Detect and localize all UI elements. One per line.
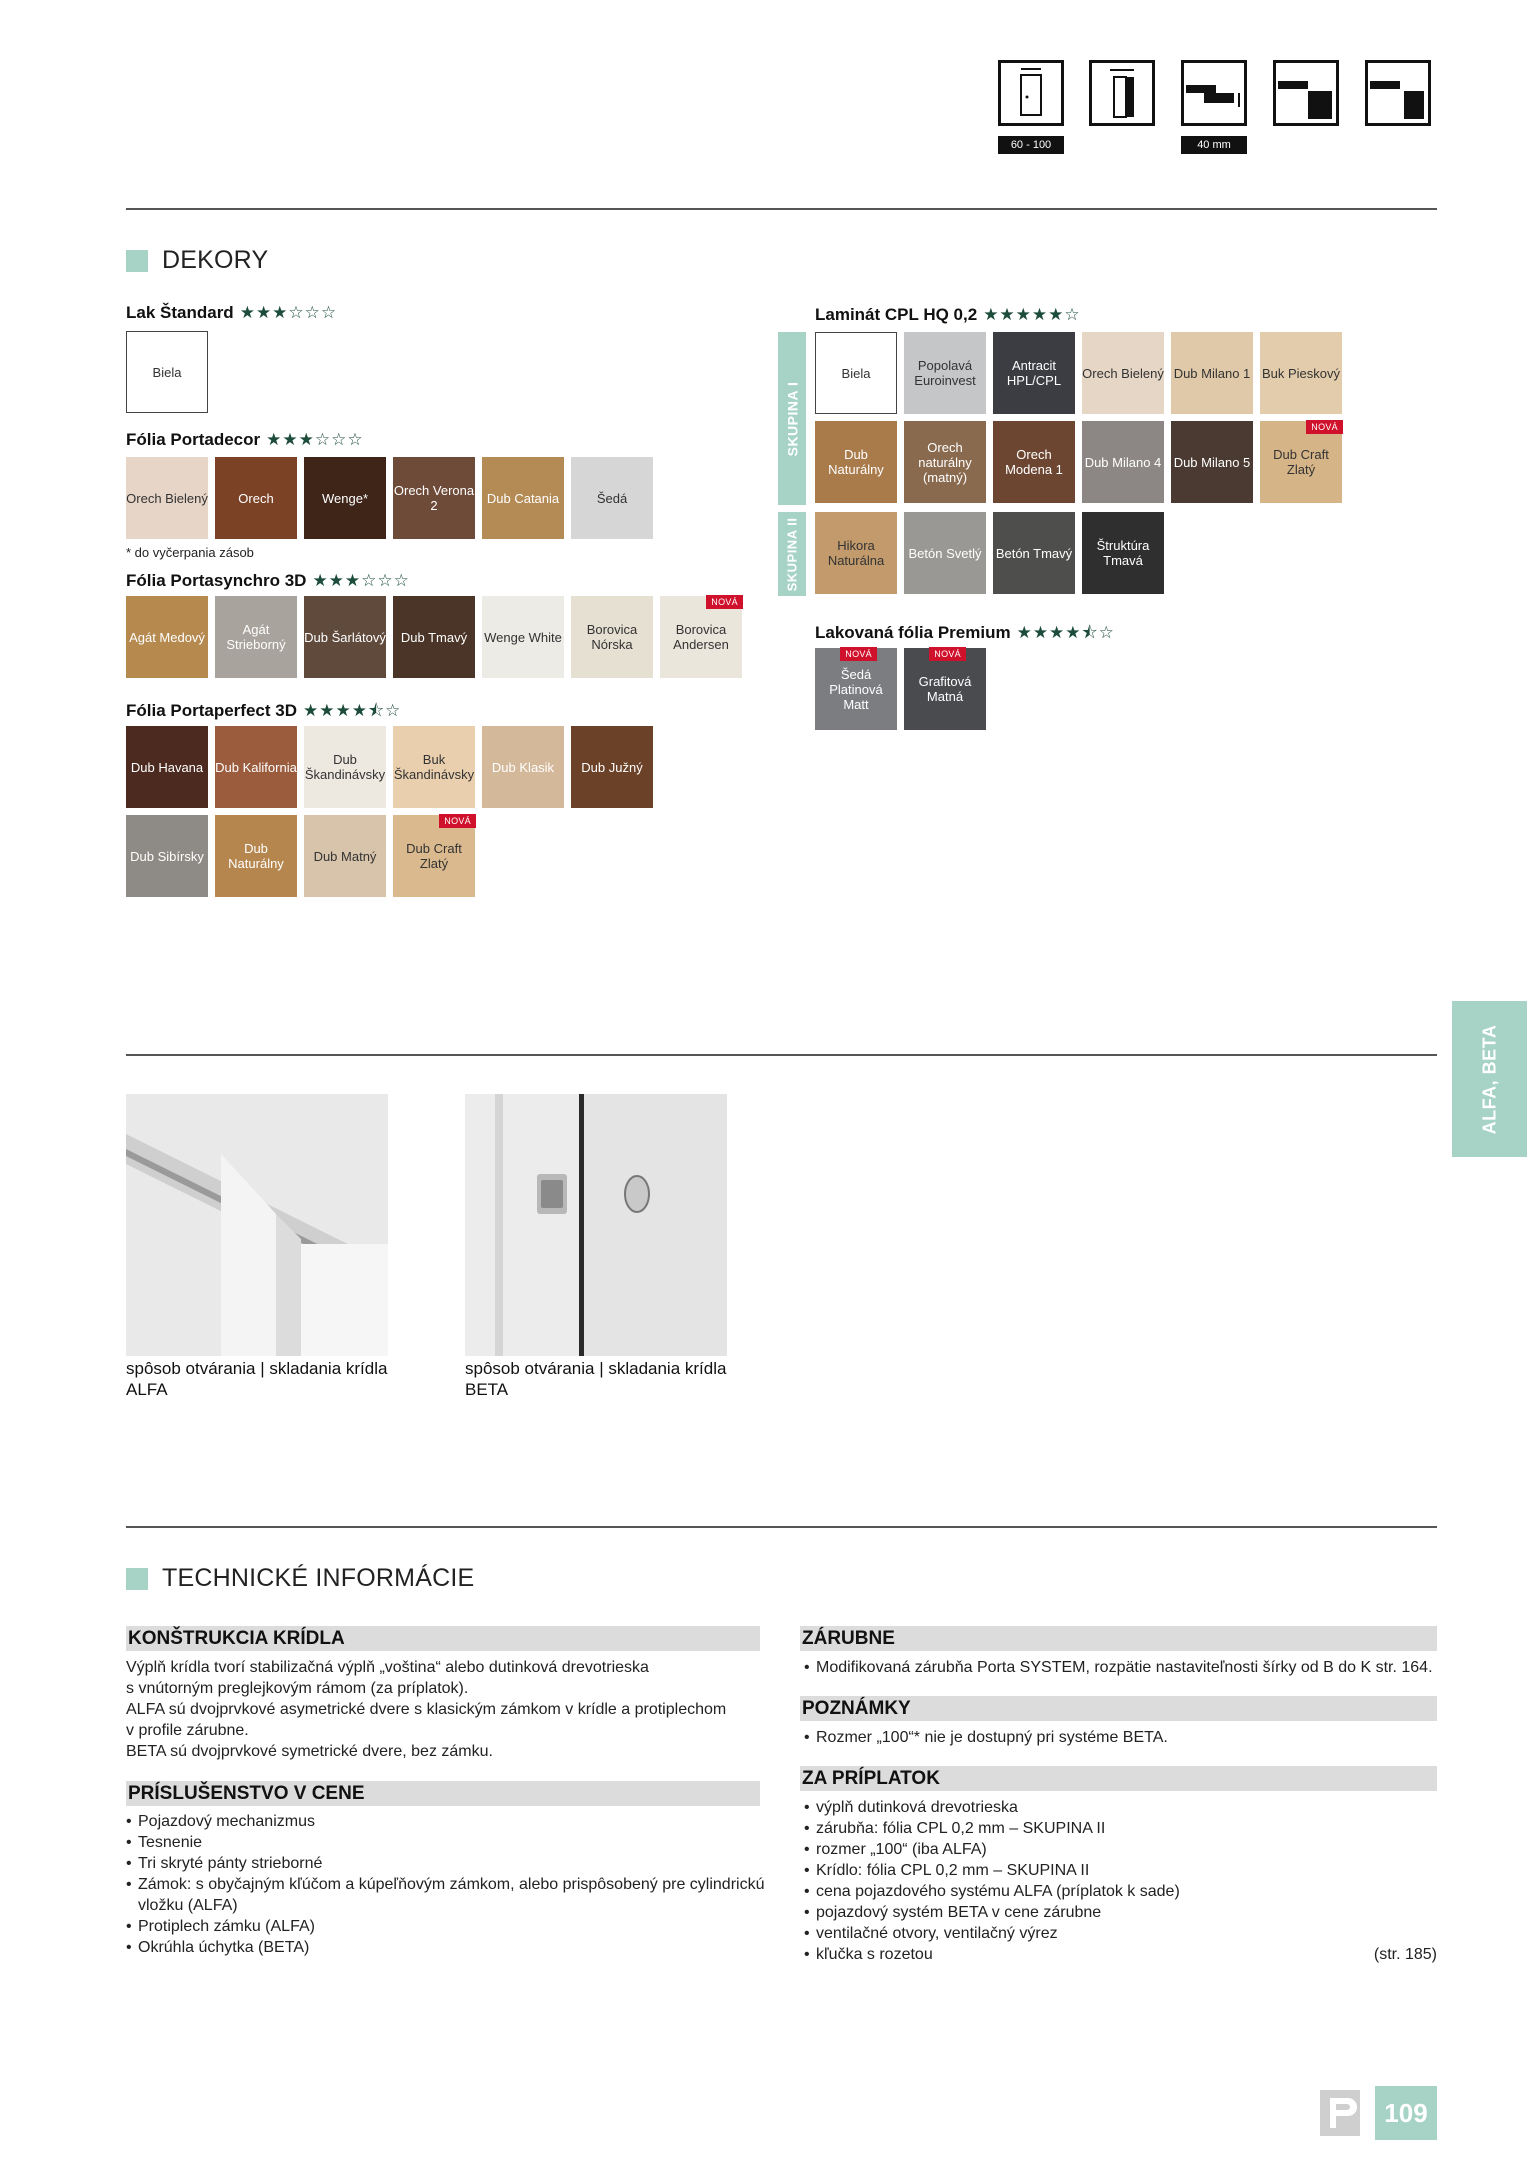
swatch-buk-pieskovy: Buk Pieskový [1260,332,1342,414]
rating-stars-icon: ★★★☆☆☆ [266,430,364,449]
group-name: Laminát CPL HQ 0,2 [815,305,978,324]
swatch-dub-juzny: Dub Južný [571,726,653,808]
tech-heading [126,1564,474,1593]
swatch-orech-bieleny: Orech Bielený [126,457,208,539]
swatch-dub-milano-1: Dub Milano 1 [1171,332,1253,414]
konstrukcia-text: Výplň krídla tvorí stabilizačná výplň „voština“ alebo dutinková drevotrieska s vnútorným preglejkovým rámom (za príplatok). ALFA sú dvojprvkové asymetrické dvere s klasickým zámkom v krídle a protiplechom v profile zárubne. BETA sú dvojprvkové symetrické dvere, bez zámku. [126,1659,727,1760]
door-sliding-icon [1089,60,1155,126]
list-item-cont: vložku (ALFA) [138,1897,238,1914]
swatch-biela: Biela [126,331,208,413]
swatch-struktura-tmava: Štruktúra Tmavá [1082,512,1164,594]
list-item: • výplň dutinková drevotrieska [804,1797,1437,1818]
caption-alfa: spôsob otvárania | skladania krídla ALFA [126,1359,388,1399]
swatch-agat-strieborny: Agát Strieborný [215,596,297,678]
swatch-cpl-dub-naturalny: Dub Naturálny [815,421,897,503]
swatch-antracit: Antracit HPL/CPL [993,332,1075,414]
swatch-cpl-orech-bieleny: Orech Bielený [1082,332,1164,414]
dekory-heading [126,246,268,275]
swatch-dub-skandinavsky: Dub Škandinávsky [304,726,386,808]
swatch-dub-havana: Dub Havana [126,726,208,808]
new-badge: NOVÁ [706,595,743,609]
swatch-dub-craft-zlaty: Dub Craft Zlatý NOVÁ [393,815,475,897]
rating-stars-icon: ★★★★★☆ [983,305,1081,324]
group-portaperfect [126,698,401,727]
group-portasynchro [126,571,410,591]
swatch-seda-platinova: Šedá Platinová Matt NOVÁ [815,648,897,730]
prislusenstvo-list [126,1811,776,1958]
page-number: 109 [1375,2086,1437,2140]
list-item: • Rozmer „100“* nie je dostupný pri systéme BETA. [804,1727,1437,1748]
swatch-cpl-biela: Biela [815,332,897,414]
new-badge: NOVÁ [1306,420,1343,434]
rating-stars-icon: ★★★☆☆☆ [312,571,410,590]
group-name: Lakovaná fólia Premium [815,623,1011,642]
group-name: Fólia Portasynchro 3D [126,571,307,590]
swatch-grafitova-matna: Grafitová Matná NOVÁ [904,648,986,730]
swatch-orech-naturalny: Orech naturálny (matný) [904,421,986,503]
swatch-dub-tmavy: Dub Tmavý [393,596,475,678]
swatch-orech-verona-2: Orech Verona 2 [393,457,475,539]
swatch-dub-matny: Dub Matný [304,815,386,897]
list-item: • Pojazdový mechanizmus [126,1811,776,1832]
swatch-seda: Šedá [571,457,653,539]
list-item: • cena pojazdového systému ALFA (príplatok k sade) [804,1881,1437,1902]
caption-beta: spôsob otvárania | skladania krídla BETA [465,1359,727,1399]
top-divider [126,208,1437,210]
frame-profile-2-icon [1365,60,1431,126]
swatch-borovica-norska: Borovica Nórska [571,596,653,678]
skupina-1-tab: SKUPINA I [778,332,806,505]
width-range-label: 60 - 100 [998,136,1064,154]
tech-title: TECHNICKÉ INFORMÁCIE [162,1564,475,1592]
swatch-beton-svetly: Betón Svetlý [904,512,986,594]
skupina-2-tab: SKUPINA II [778,512,806,596]
zarubne-bar: ZÁRUBNE [800,1626,1437,1651]
rating-stars-icon: ★★★☆☆☆ [239,303,338,322]
door-width-icon [998,60,1064,126]
swatch-cpl-dub-craft-zlaty: Dub Craft Zlatý NOVÁ [1260,421,1342,503]
list-item: • zárubňa: fólia CPL 0,2 mm – SKUPINA II [804,1818,1437,1839]
list-item: • Protiplech zámku (ALFA) [126,1916,776,1937]
list-item: • Tri skryté pánty strieborné [126,1853,776,1874]
swatch-agat-medovy: Agát Medový [126,596,208,678]
group-lak-standard [126,303,337,323]
section-square-icon [126,1568,148,1590]
priplatok-ref: (str. 185) [1373,1946,1437,1963]
stock-note: * do vyčerpania zásob [126,545,254,560]
porta-logo-icon [1320,2090,1360,2136]
swatch-buk-skandinavsky: Buk Škandinávsky [393,726,475,808]
bottom-divider [126,1526,1437,1528]
list-item: • kľučka s rozetou [804,1944,1437,1965]
rating-stars-icon: ★★★★⯪☆ [1016,623,1115,642]
swatch-dub-catania: Dub Catania [482,457,564,539]
rating-stars-icon: ★★★★⯪☆ [303,701,402,720]
list-item: • Okrúhla úchytka (BETA) [126,1937,776,1958]
list-item: • Tesnenie [126,1832,776,1853]
swatch-wenge: Wenge* [304,457,386,539]
swatch-dub-milano-5: Dub Milano 5 [1171,421,1253,503]
list-item: • rozmer „100“ (iba ALFA) [804,1839,1437,1860]
section-square-icon [126,250,148,272]
swatch-orech: Orech [215,457,297,539]
poznamky-list [804,1727,1437,1748]
new-badge: NOVÁ [929,647,966,661]
photo-beta [465,1094,727,1356]
new-badge: NOVÁ [840,647,877,661]
zarubne-list [804,1657,1437,1678]
group-name: Fólia Portadecor [126,430,261,449]
frame-profile-icon [1273,60,1339,126]
swatch-orech-modena-1: Orech Modena 1 [993,421,1075,503]
list-item: • pojazdový systém BETA v cene zárubne [804,1902,1437,1923]
new-badge: NOVÁ [439,814,476,828]
poznamky-bar: POZNÁMKY [800,1696,1437,1721]
group-premium [815,620,1115,649]
photo-alfa [126,1094,388,1356]
group-name: Lak Štandard [126,303,234,322]
swatch-dub-sarlatovy: Dub Šarlátový [304,596,386,678]
swatch-dub-klasik: Dub Klasik [482,726,564,808]
depth-label: 40 mm [1181,136,1247,154]
priplatok-bar: ZA PRÍPLATOK [800,1766,1437,1791]
swatch-dub-sibirsky: Dub Sibírsky [126,815,208,897]
group-portadecor [126,430,364,450]
swatch-dub-naturalny: Dub Naturálny [215,815,297,897]
swatch-beton-tmavy: Betón Tmavý [993,512,1075,594]
swatch-dub-kalifornia: Dub Kalifornia [215,726,297,808]
group-laminat-cpl [815,305,1081,325]
list-item: • ventilačné otvory, ventilačný výrez [804,1923,1437,1944]
dekory-title: DEKORY [162,246,269,274]
priplatok-list [804,1797,1437,1965]
swatch-popolava-euroinvest: Popolavá Euroinvest [904,332,986,414]
list-item: • Zámok: s obyčajným kľúčom a kúpeľňovým zámkom, alebo prispôsobený pre cylindrickú [126,1874,776,1895]
swatch-dub-milano-4: Dub Milano 4 [1082,421,1164,503]
group-name: Fólia Portaperfect 3D [126,701,297,720]
mid-divider [126,1054,1437,1056]
side-tab: ALFA, BETA [1452,1001,1527,1157]
list-item: • Modifikovaná zárubňa Porta SYSTEM, rozpätie nastaviteľnosti šírky od B do K str. 164. [804,1657,1437,1678]
list-item: • Krídlo: fólia CPL 0,2 mm – SKUPINA II [804,1860,1437,1881]
swatch-hikora-naturalna: Hikora Naturálna [815,512,897,594]
swatch-wenge-white: Wenge White [482,596,564,678]
swatch-borovica-andersen: Borovica Andersen NOVÁ [660,596,742,678]
wall-depth-icon [1181,60,1247,126]
konstrukcia-bar: KONŠTRUKCIA KRÍDLA [126,1626,760,1651]
prislusenstvo-bar: PRÍSLUŠENSTVO V CENE [126,1781,760,1806]
